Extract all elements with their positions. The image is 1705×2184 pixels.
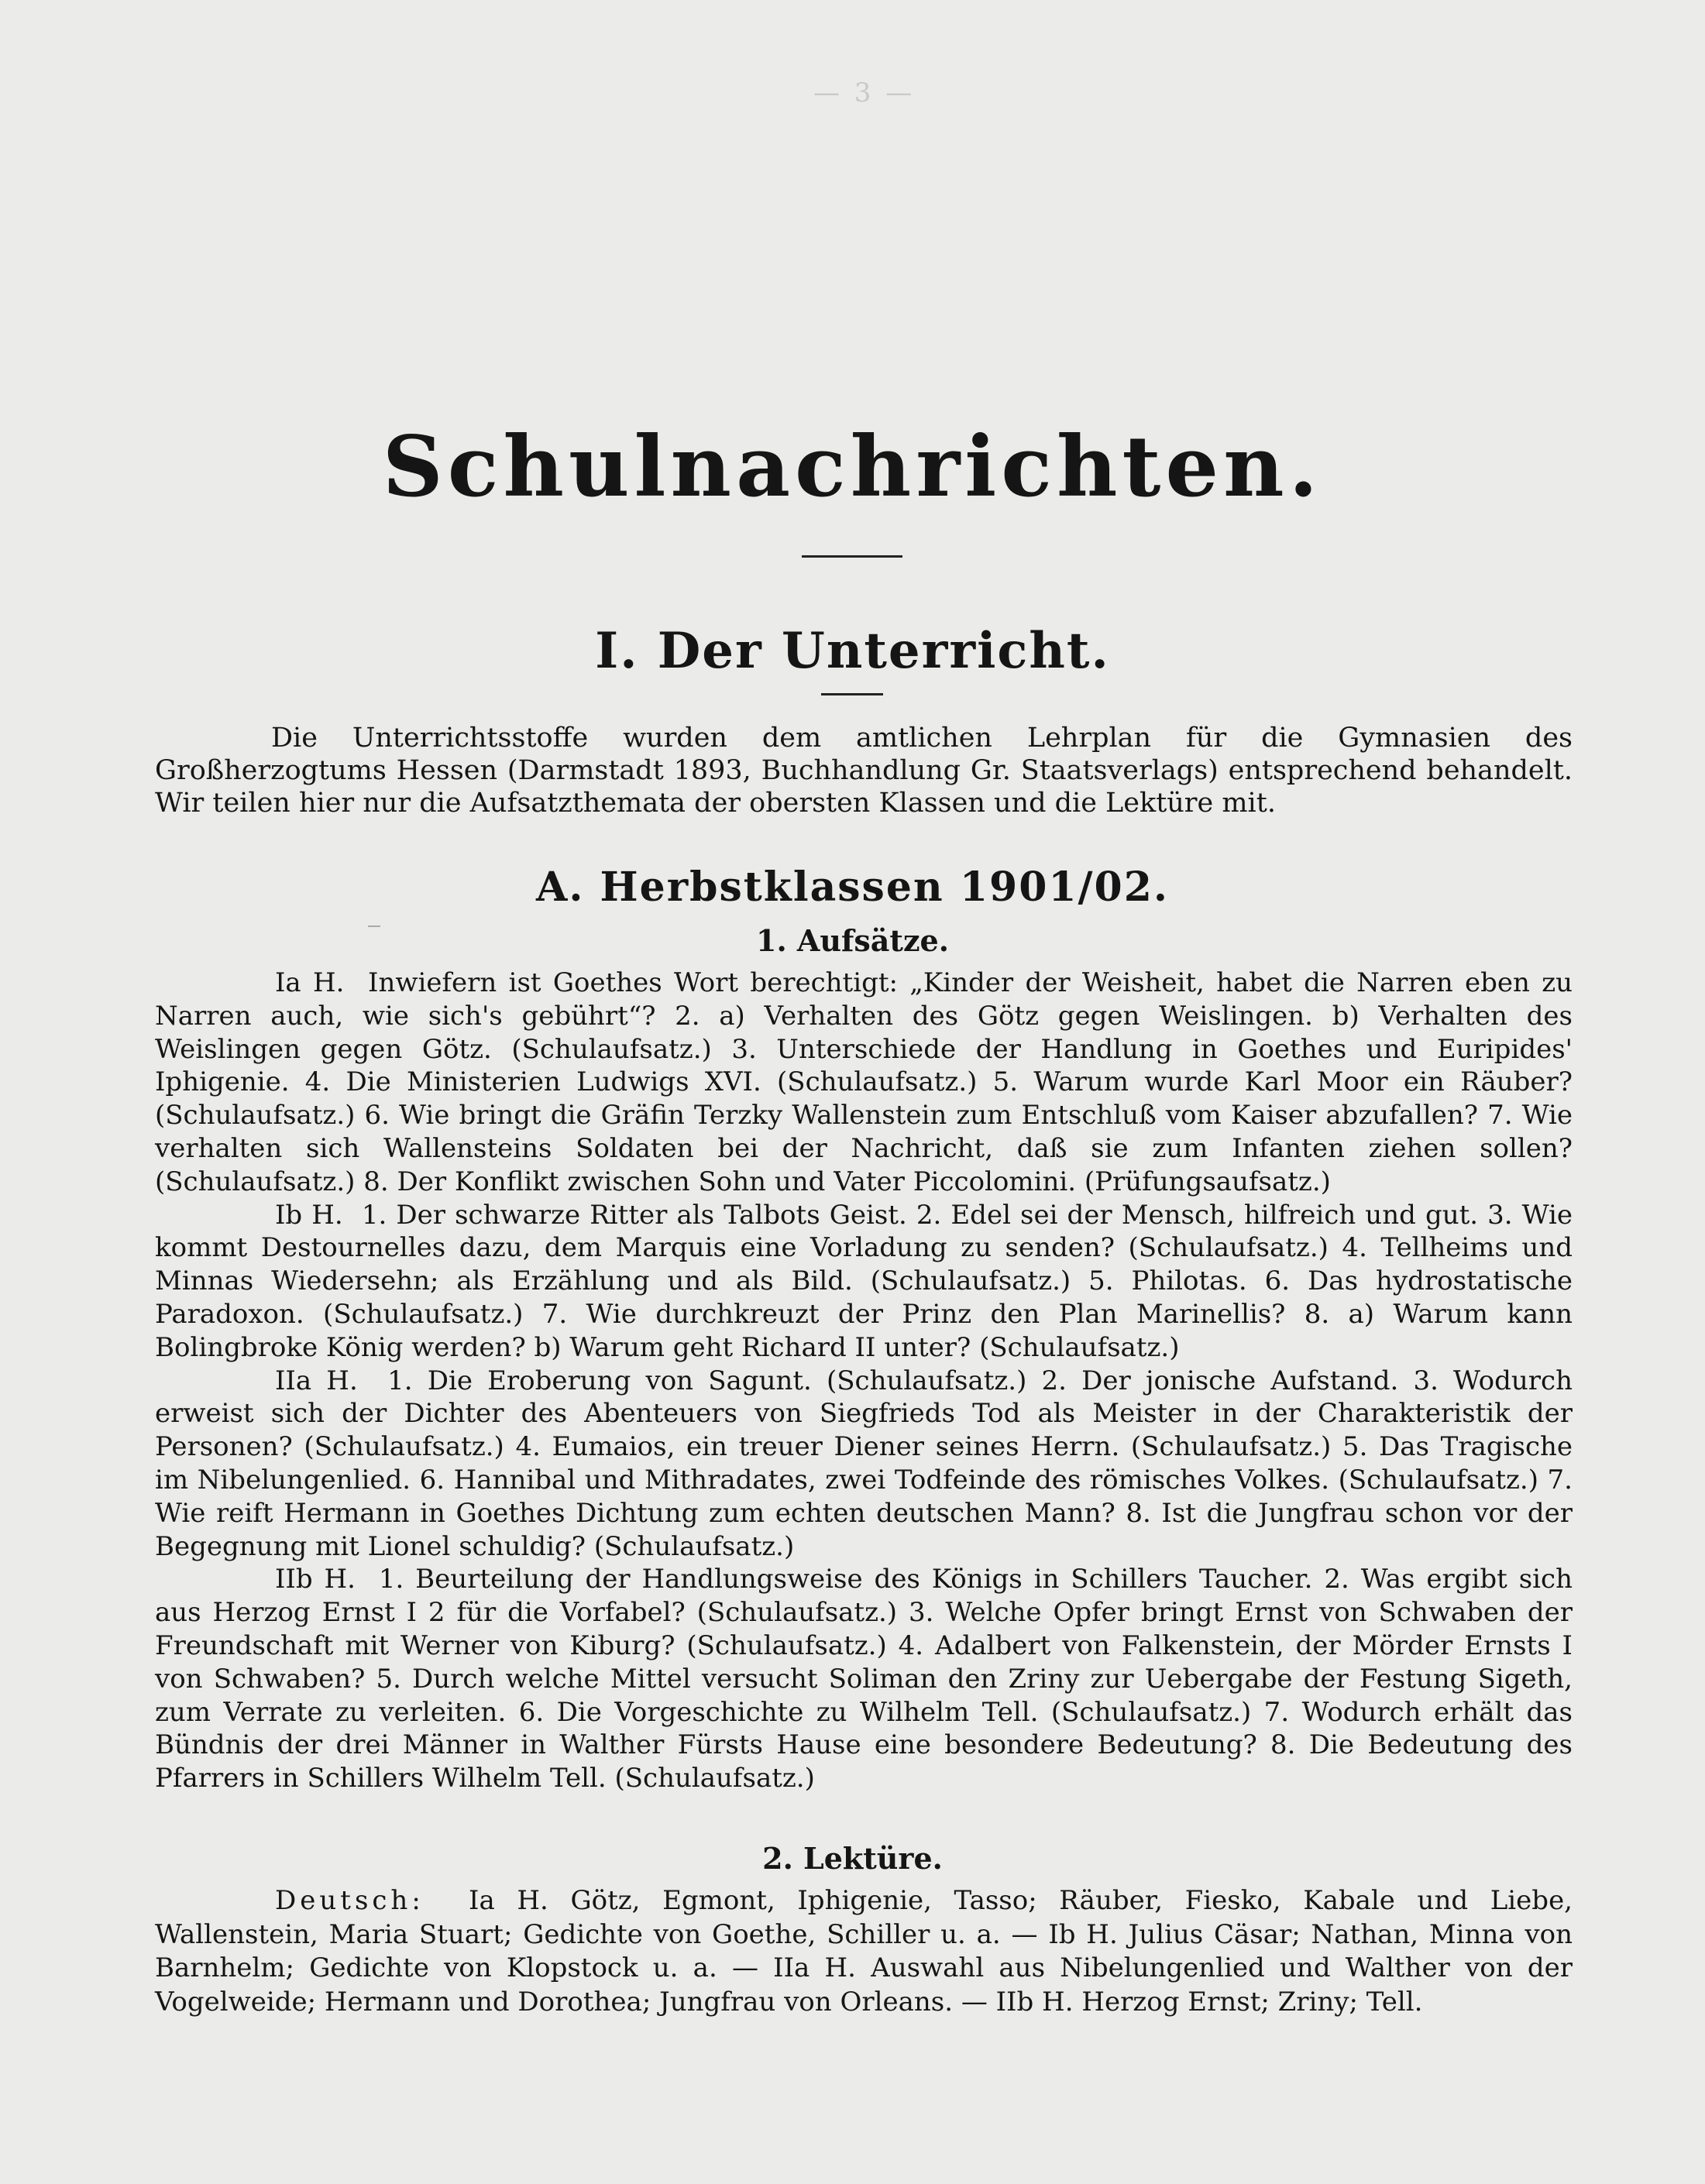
page-number: — 3 — <box>813 77 916 108</box>
class-label: Ia H. <box>275 967 345 998</box>
reading-text: Ia H. Götz, Egmont, Iphigenie, Tasso; Räuber, Fiesko, Kabale und Liebe, Wallenstein, Maria Stuart; Gedichte von Goethe, Schiller u. a. — Ib H. Julius Cäsar; Nathan, Minna von Barnhelm; Gedichte von Klopstock u. a. — IIa H. Auswahl aus Nibelungenlied und Walther von der Vogelweide; Hermann und Dorothea; Jungfrau von Orleans. — IIb H. Herzog Ernst; Zriny; Tell. <box>155 1885 1573 2017</box>
essays-heading: 1. Aufsätze. <box>756 923 949 958</box>
essay-entry-ib <box>155 1199 1573 1365</box>
essay-entry-iia <box>155 1365 1573 1564</box>
intro-paragraph: Die Unterrichtsstoffe wurden dem amtlichen Lehrplan für die Gymnasien des Großherzogtums Hessen (Darmstadt 1893, Buchhandlung Gr. Staatsverlags) entsprechend behandelt. Wir teilen hier nur die Aufsatzthemata der obersten Klassen und die Lektüre mit. <box>155 723 1573 819</box>
reading-paragraph <box>155 1884 1573 2019</box>
class-label: IIb H. <box>275 1564 356 1595</box>
essay-entry-ia <box>155 967 1573 1199</box>
title-divider <box>802 555 902 558</box>
subject-label: Deutsch: <box>275 1885 425 1916</box>
essays-list <box>155 967 1573 1795</box>
class-label: IIa H. <box>275 1365 358 1396</box>
essay-text: 1. Der schwarze Ritter als Talbots Geist. 2. Edel sei der Mensch, hilfreich und gut. 3. Wie kommt Destournelles dazu, dem Marquis eine Vorladung zu senden? (Schulaufsatz.) 4. Tellheims und Minnas Wiedersehn; als Erzählung und als Bild. (Schulaufsatz.) 5. Philotas. 6. Das hydrostatische Paradoxon. (Schulaufsatz.) 7. Wie durchkreuzt der Prinz den Plan Marinellis? 8. a) Warum kann Bolingbroke König werden? b) Warum geht Richard II unter? (Schulaufsatz.) <box>155 1199 1573 1363</box>
essay-text: 1. Beurteilung der Handlungsweise des Königs in Schillers Taucher. 2. Was ergibt sich aus Herzog Ernst I 2 für die Vorfabel? (Schulaufsatz.) 3. Welche Opfer bringt Ernst von Schwaben der Freundschaft mit Werner von Kiburg? (Schulaufsatz.) 4. Adalbert von Falkenstein, der Mörder Ernsts I von Schwaben? 5. Durch welche Mittel versucht Soliman den Zriny zur Uebergabe der Festung Sigeth, zum Verrate zu verleiten. 6. Die Vorgeschichte zu Wilhelm Tell. (Schulaufsatz.) 7. Wodurch erhält das Bündnis der drei Männer in Walther Fürsts Hause eine besondere Bedeutung? 8. Die Bedeutung des Pfarrers in Schillers Wilhelm Tell. (Schulaufsatz.) <box>155 1564 1573 1794</box>
essay-text: 1. Die Eroberung von Sagunt. (Schulaufsatz.) 2. Der jonische Aufstand. 3. Wodurch erweist sich der Dichter des Abenteuers von Siegfrieds Tod als Meister in der Charakteristik der Personen? (Schulaufsatz.) 4. Eumaios, ein treuer Diener seines Herrn. (Schulaufsatz.) 5. Das Tragische im Nibelungenlied. 6. Hannibal und Mithradates, zwei Todfeinde des römisches Volkes. (Schulaufsatz.) 7. Wie reift Hermann in Goethes Dichtung zum echten deutschen Mann? 8. Ist die Jungfrau schon vor der Begegnung mit Lionel schuldig? (Schulaufsatz.) <box>155 1365 1573 1562</box>
subsection-a-title: A. Herbstklassen 1901/02. <box>535 864 1170 911</box>
class-label: Ib H. <box>275 1199 343 1231</box>
reading-heading: 2. Lektüre. <box>762 1841 943 1876</box>
section-title: I. Der Unterricht. <box>595 622 1110 680</box>
essay-text: Inwiefern ist Goethes Wort berechtigt: „Kinder der Weisheit, habet die Narren eben zu Narren auch, wie sich's gebührt“? 2. a) Verhalten des Götz gegen Weislingen. b) Verhalten des Weislingen gegen Götz. (Schulaufsatz.) 3. Unterschiede der Handlung in Goethes und Euripides' Iphigenie. 4. Die Ministerien Ludwigs XVI. (Schulaufsatz.) 5. Warum wurde Karl Moor ein Räuber? (Schulaufsatz.) 6. Wie bringt die Gräfin Terzky Wallenstein zum Entschluß vom Kaiser abzufallen? 7. Wie verhalten sich Wallensteins Soldaten bei der Nachricht, daß sie zum Infanten ziehen sollen? (Schulaufsatz.) 8. Der Konflikt zwischen Sohn und Vater Piccolomini. (Prüfungsaufsatz.) <box>155 967 1573 1197</box>
essay-entry-iib <box>155 1563 1573 1795</box>
page-title: Schulnachrichten. <box>382 418 1323 516</box>
section-divider <box>821 693 883 695</box>
